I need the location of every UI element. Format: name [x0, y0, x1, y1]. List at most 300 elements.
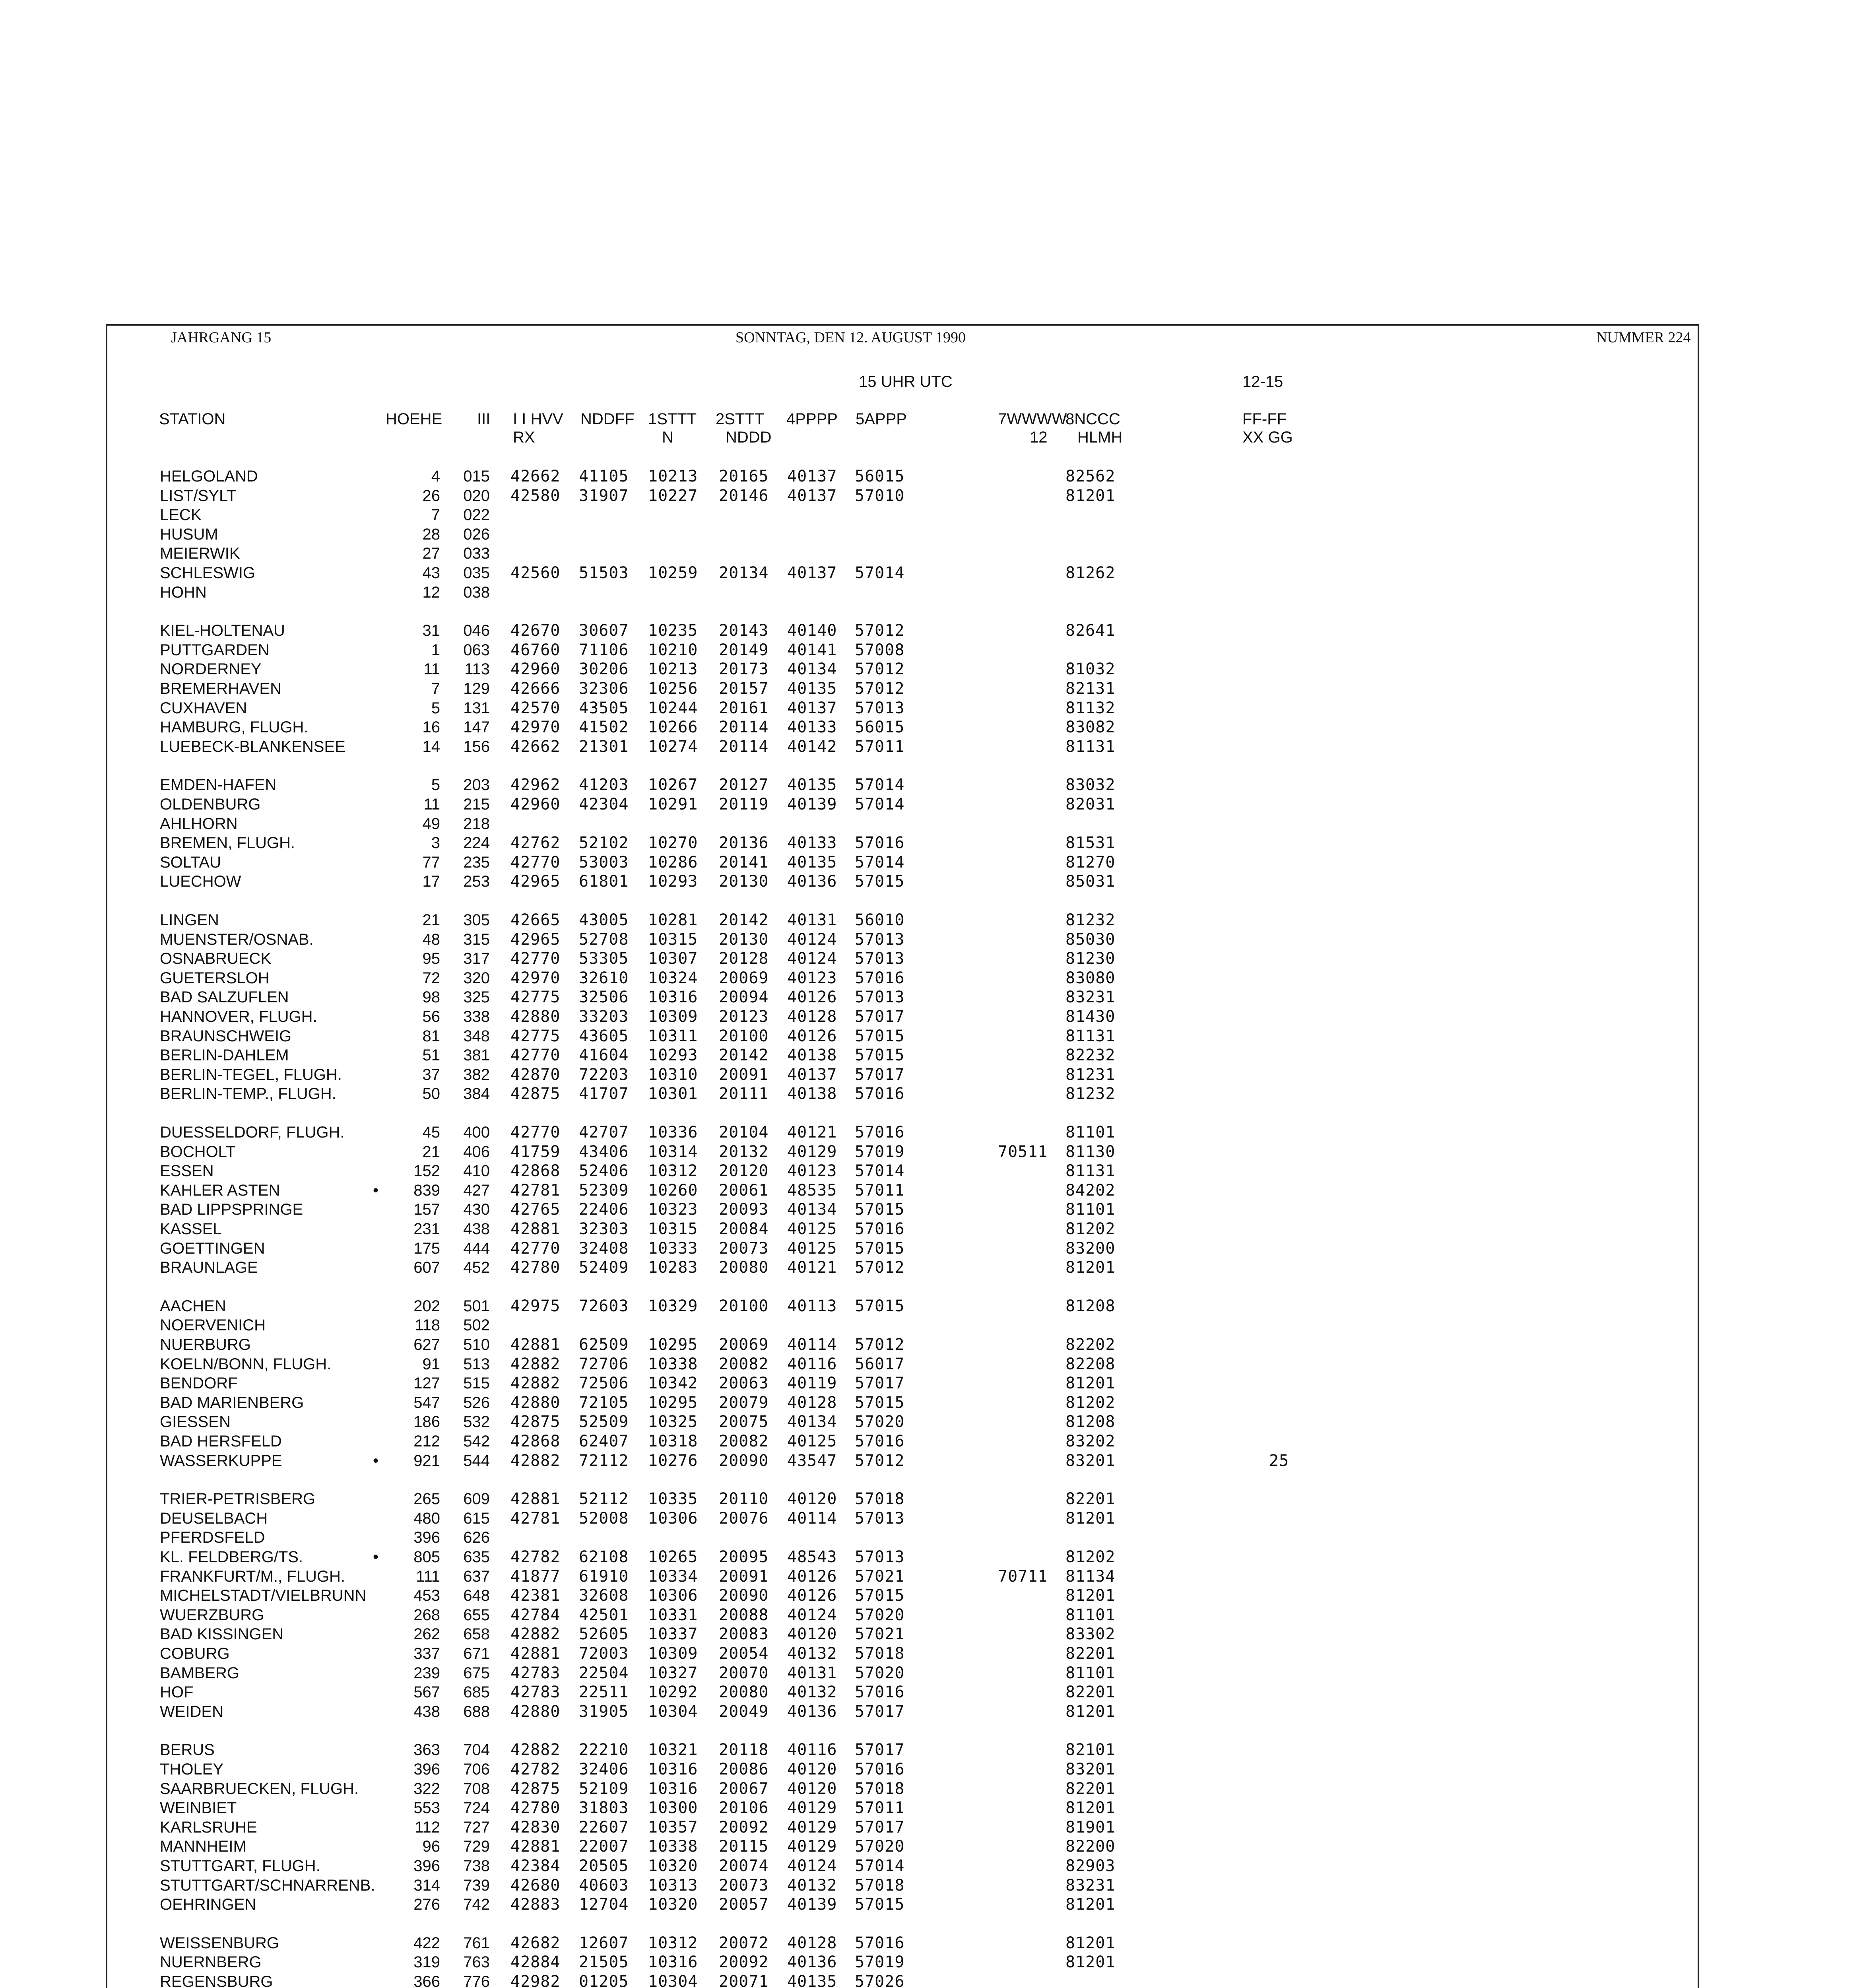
station-row [107, 1027, 1698, 1046]
station-height: 7 [431, 680, 440, 697]
group-8nccc: 83032 [1065, 776, 1116, 794]
col-2sttt: 2STTT [716, 410, 765, 428]
synop-group-4: 20161 [719, 699, 769, 717]
station-name: WASSERKUPPE [160, 1452, 282, 1470]
synop-group-5: 40137 [787, 467, 837, 485]
synop-group-1: 42780 [510, 1799, 561, 1817]
station-name: STUTTGART, FLUGH. [160, 1857, 320, 1875]
synop-group-2: 62108 [579, 1548, 629, 1566]
station-id: 763 [463, 1953, 490, 1971]
station-id: 046 [463, 622, 490, 639]
synop-group-5: 40119 [787, 1374, 837, 1392]
synop-group-1: 42570 [510, 699, 561, 717]
synop-group-5: 40133 [787, 834, 837, 852]
col-ffff-sub: XX GG [1242, 429, 1293, 446]
group-8nccc: 82201 [1065, 1644, 1116, 1663]
hours-range: 12-15 [1242, 373, 1283, 390]
station-name: NOERVENICH [160, 1316, 266, 1334]
station-height: 12 [422, 584, 440, 601]
station-row [107, 1509, 1698, 1528]
synop-group-2: 52008 [579, 1509, 629, 1528]
station-height: 607 [413, 1259, 440, 1276]
group-8nccc: 81201 [1065, 1934, 1116, 1952]
synop-group-5: 40134 [787, 660, 837, 678]
synop-group-2: 52102 [579, 834, 629, 852]
station-height: 43 [422, 564, 440, 582]
synop-group-5: 40137 [787, 1066, 837, 1084]
station-row [107, 1316, 1698, 1335]
synop-group-2: 31905 [579, 1703, 629, 1721]
synop-group-1: 42875 [510, 1413, 561, 1431]
station-id: 338 [463, 1008, 490, 1025]
synop-group-2: 32608 [579, 1586, 629, 1605]
synop-group-6: 57010 [855, 487, 905, 505]
synop-group-4: 20134 [719, 564, 769, 582]
station-height: 7 [431, 506, 440, 524]
station-height: 438 [413, 1703, 440, 1720]
station-name: BAD HERSFELD [160, 1433, 282, 1450]
group-8nccc: 81201 [1065, 1586, 1116, 1605]
group-8nccc: 82201 [1065, 1780, 1116, 1798]
synop-group-5: 40114 [787, 1509, 837, 1528]
station-height: 268 [413, 1606, 440, 1624]
station-id: 410 [463, 1162, 490, 1180]
group-8nccc: 83231 [1065, 988, 1116, 1006]
station-id: 253 [463, 873, 490, 890]
synop-group-6: 57019 [855, 1953, 905, 1971]
synop-group-4: 20130 [719, 930, 769, 949]
station-row [107, 1297, 1698, 1316]
col-1sttt-sub: N [662, 429, 673, 446]
synop-group-2: 52409 [579, 1258, 629, 1277]
synop-group-4: 20063 [719, 1374, 769, 1392]
station-id: 704 [463, 1741, 490, 1759]
synop-group-4: 20076 [719, 1509, 769, 1528]
synop-group-5: 40142 [787, 738, 837, 756]
group-8nccc: 81134 [1065, 1567, 1116, 1586]
col-8nccc: 8NCCC [1065, 410, 1120, 428]
synop-group-1: 42770 [510, 949, 561, 968]
station-id: 320 [463, 969, 490, 987]
synop-group-6: 57015 [855, 1046, 905, 1064]
synop-group-5: 40139 [787, 795, 837, 813]
station-row [107, 1934, 1698, 1953]
station-name: KAHLER ASTEN [160, 1182, 280, 1199]
station-name: BAD SALZUFLEN [160, 988, 289, 1006]
synop-group-6: 57017 [855, 1818, 905, 1837]
synop-group-5: 40129 [787, 1818, 837, 1837]
synop-group-1: 42666 [510, 679, 561, 698]
station-id: 609 [463, 1490, 490, 1508]
station-name: DUESSELDORF, FLUGH. [160, 1124, 345, 1141]
station-id: 515 [463, 1375, 490, 1392]
synop-group-4: 20120 [719, 1162, 769, 1180]
synop-group-3: 10314 [648, 1143, 698, 1161]
synop-group-2: 42707 [579, 1123, 629, 1142]
station-height: 186 [413, 1413, 440, 1431]
synop-group-1: 42881 [510, 1336, 561, 1354]
station-name: REGENSBURG [160, 1973, 273, 1988]
station-id: 542 [463, 1433, 490, 1450]
station-id: 452 [463, 1259, 490, 1276]
synop-group-3: 10315 [648, 1220, 698, 1238]
synop-group-2: 52605 [579, 1625, 629, 1643]
station-id: 315 [463, 931, 490, 948]
station-row [107, 1393, 1698, 1412]
synop-group-4: 20083 [719, 1625, 769, 1643]
synop-group-4: 20092 [719, 1953, 769, 1971]
station-name: LUECHOW [160, 873, 241, 890]
synop-group-1: 42881 [510, 1220, 561, 1238]
weather-report-sheet [106, 324, 1699, 1988]
synop-group-6: 57017 [855, 1008, 905, 1026]
station-name: NORDERNEY [160, 660, 262, 678]
synop-group-5: 40126 [787, 1027, 837, 1045]
station-name: GIESSEN [160, 1413, 231, 1431]
synop-group-2: 42304 [579, 795, 629, 813]
synop-group-6: 57012 [855, 660, 905, 678]
station-row [107, 583, 1698, 602]
synop-group-5: 40138 [787, 1085, 837, 1103]
synop-group-1: 42670 [510, 621, 561, 640]
station-height: 14 [422, 738, 440, 755]
synop-group-6: 57019 [855, 1143, 905, 1161]
station-id: 685 [463, 1683, 490, 1701]
synop-group-5: 40132 [787, 1644, 837, 1663]
synop-group-1: 42883 [510, 1895, 561, 1914]
synop-group-5: 40124 [787, 1606, 837, 1624]
synop-group-2: 61910 [579, 1567, 629, 1586]
station-row [107, 525, 1698, 544]
synop-group-2: 40603 [579, 1876, 629, 1895]
synop-group-5: 40141 [787, 641, 837, 659]
group-8nccc: 83231 [1065, 1876, 1116, 1895]
group-8nccc: 82201 [1065, 1490, 1116, 1508]
synop-group-6: 56017 [855, 1355, 905, 1373]
synop-group-3: 10301 [648, 1085, 698, 1103]
synop-group-3: 10274 [648, 738, 698, 756]
synop-group-6: 57016 [855, 1934, 905, 1952]
station-row [107, 1760, 1698, 1779]
synop-group-2: 32408 [579, 1239, 629, 1258]
station-height: 322 [413, 1780, 440, 1798]
station-id: 113 [464, 660, 490, 678]
synop-group-4: 20084 [719, 1220, 769, 1238]
station-height: 5 [431, 699, 440, 717]
synop-group-4: 20049 [719, 1703, 769, 1721]
station-id: 235 [463, 854, 490, 871]
synop-group-4: 20143 [719, 621, 769, 640]
station-row [107, 1412, 1698, 1431]
synop-group-2: 72003 [579, 1644, 629, 1663]
synop-group-4: 20071 [719, 1972, 769, 1988]
station-height: 96 [422, 1838, 440, 1855]
synop-group-1: 42775 [510, 1027, 561, 1045]
col-1sttt: 1STTT [648, 410, 697, 428]
synop-group-6: 57011 [855, 738, 905, 756]
synop-group-1: 42770 [510, 1123, 561, 1142]
synop-group-2: 22007 [579, 1837, 629, 1856]
station-id: 033 [463, 545, 490, 562]
station-row [107, 1953, 1698, 1972]
synop-group-1: 42762 [510, 834, 561, 852]
synop-group-5: 40137 [787, 487, 837, 505]
station-name: BRAUNLAGE [160, 1259, 258, 1276]
synop-group-2: 52406 [579, 1162, 629, 1180]
synop-group-6: 57011 [855, 1181, 905, 1200]
synop-group-5: 40125 [787, 1432, 837, 1450]
station-id: 648 [463, 1587, 490, 1604]
synop-group-3: 10304 [648, 1703, 698, 1721]
synop-group-1: 42830 [510, 1818, 561, 1837]
synop-group-1: 42868 [510, 1162, 561, 1180]
synop-group-2: 72203 [579, 1066, 629, 1084]
col-hvv: I I HVV [513, 410, 563, 428]
station-height: 314 [413, 1877, 440, 1894]
synop-group-1: 42781 [510, 1509, 561, 1528]
station-height: 453 [413, 1587, 440, 1604]
station-height: 91 [422, 1355, 440, 1373]
synop-group-2: 32303 [579, 1220, 629, 1238]
synop-group-1: 42970 [510, 969, 561, 987]
station-id: 438 [463, 1220, 490, 1238]
station-row [107, 795, 1698, 814]
station-height: 5 [431, 776, 440, 794]
group-8nccc: 81201 [1065, 1509, 1116, 1528]
synop-group-4: 20157 [719, 679, 769, 698]
synop-group-4: 20091 [719, 1066, 769, 1084]
station-name: LUEBECK-BLANKENSEE [160, 738, 345, 755]
station-id: 761 [463, 1934, 490, 1952]
station-id: 729 [463, 1838, 490, 1855]
station-row [107, 1258, 1698, 1277]
synop-group-2: 41203 [579, 776, 629, 794]
synop-group-4: 20069 [719, 969, 769, 987]
col-hvv-sub: RX [513, 429, 535, 446]
synop-group-6: 57015 [855, 872, 905, 891]
synop-group-4: 20054 [719, 1644, 769, 1663]
synop-group-5: 40114 [787, 1336, 837, 1354]
station-id: 658 [463, 1625, 490, 1643]
synop-group-1: 42965 [510, 872, 561, 891]
synop-group-4: 20130 [719, 872, 769, 891]
station-name: BOCHOLT [160, 1143, 236, 1161]
synop-group-3: 10321 [648, 1741, 698, 1759]
synop-group-5: 40132 [787, 1683, 837, 1701]
synop-group-6: 57016 [855, 1220, 905, 1238]
group-8nccc: 81202 [1065, 1548, 1116, 1566]
group-8nccc: 81201 [1065, 487, 1116, 505]
synop-group-4: 20132 [719, 1143, 769, 1161]
synop-group-5: 40116 [787, 1741, 837, 1759]
synop-group-6: 57015 [855, 1027, 905, 1045]
synop-group-4: 20095 [719, 1548, 769, 1566]
group-8nccc: 81101 [1065, 1606, 1116, 1624]
station-name: BREMERHAVEN [160, 680, 281, 697]
synop-group-3: 10337 [648, 1625, 698, 1643]
station-height: 202 [413, 1297, 440, 1315]
synop-group-5: 40135 [787, 776, 837, 794]
synop-group-2: 41604 [579, 1046, 629, 1064]
synop-group-5: 40138 [787, 1046, 837, 1064]
station-id: 738 [463, 1857, 490, 1875]
station-row [107, 1142, 1698, 1161]
synop-group-2: 33203 [579, 1008, 629, 1026]
synop-group-2: 72105 [579, 1394, 629, 1412]
group-8nccc: 82202 [1065, 1336, 1116, 1354]
synop-group-3: 10276 [648, 1452, 698, 1470]
station-height: 111 [416, 1568, 440, 1585]
synop-group-4: 20092 [719, 1818, 769, 1837]
synop-group-3: 10267 [648, 776, 698, 794]
synop-group-4: 20073 [719, 1239, 769, 1258]
station-height: 480 [413, 1510, 440, 1527]
synop-group-3: 10235 [648, 621, 698, 640]
synop-group-1: 42970 [510, 718, 561, 736]
synop-group-1: 42580 [510, 487, 561, 505]
synop-group-3: 10333 [648, 1239, 698, 1258]
synop-group-2: 62509 [579, 1336, 629, 1354]
synop-group-2: 43605 [579, 1027, 629, 1045]
synop-group-3: 10307 [648, 949, 698, 968]
station-height: 567 [413, 1683, 440, 1701]
synop-group-1: 42662 [510, 738, 561, 756]
synop-group-1: 42384 [510, 1857, 561, 1875]
synop-group-3: 10259 [648, 564, 698, 582]
synop-group-5: 40120 [787, 1780, 837, 1798]
synop-group-2: 43505 [579, 699, 629, 717]
synop-group-3: 10315 [648, 930, 698, 949]
synop-group-6: 57016 [855, 1123, 905, 1142]
synop-group-5: 48535 [787, 1181, 837, 1200]
station-height: 239 [413, 1664, 440, 1682]
station-id: 727 [463, 1819, 490, 1836]
synop-group-2: 43005 [579, 911, 629, 929]
synop-group-2: 21505 [579, 1953, 629, 1971]
station-height: 366 [413, 1973, 440, 1988]
station-id: 776 [463, 1973, 490, 1988]
group-8nccc: 81208 [1065, 1297, 1116, 1315]
synop-group-5: 40134 [787, 1200, 837, 1219]
station-height: 16 [422, 718, 440, 736]
synop-group-1: 42662 [510, 467, 561, 485]
synop-group-2: 22504 [579, 1664, 629, 1682]
synop-group-5: 40120 [787, 1760, 837, 1778]
synop-group-3: 10306 [648, 1509, 698, 1528]
synop-group-3: 10336 [648, 1123, 698, 1142]
group-8nccc: 81101 [1065, 1200, 1116, 1219]
synop-group-4: 20061 [719, 1181, 769, 1200]
synop-group-5: 40124 [787, 1857, 837, 1875]
station-name: BENDORF [160, 1375, 238, 1392]
group-8nccc: 82903 [1065, 1857, 1116, 1875]
station-height: 231 [413, 1220, 440, 1238]
station-row [107, 1355, 1698, 1374]
station-height: 45 [422, 1124, 440, 1141]
station-row [107, 1451, 1698, 1470]
synop-group-2: 53305 [579, 949, 629, 968]
station-name: MEIERWIK [160, 545, 240, 562]
synop-group-2: 22511 [579, 1683, 629, 1701]
synop-group-6: 57014 [855, 853, 905, 872]
station-id: 739 [463, 1877, 490, 1894]
synop-group-2: 32306 [579, 679, 629, 698]
mountain-station-marker: • [373, 1182, 379, 1199]
station-name: BAD MARIENBERG [160, 1394, 304, 1411]
station-height: 49 [422, 815, 440, 833]
synop-group-6: 57008 [855, 641, 905, 659]
group-8nccc: 81201 [1065, 1258, 1116, 1277]
group-8nccc: 81202 [1065, 1220, 1116, 1238]
synop-group-4: 20128 [719, 949, 769, 968]
station-height: 11 [423, 660, 440, 678]
group-7wwww: 70511 [998, 1143, 1048, 1161]
synop-group-5: 40126 [787, 1586, 837, 1605]
station-name: MANNHEIM [160, 1838, 246, 1855]
station-id: 038 [463, 584, 490, 601]
synop-group-3: 10283 [648, 1258, 698, 1277]
station-id: 035 [463, 564, 490, 582]
synop-group-6: 57014 [855, 776, 905, 794]
synop-group-1: 42962 [510, 776, 561, 794]
station-name: MUENSTER/OSNAB. [160, 931, 314, 948]
station-row [107, 1161, 1698, 1180]
synop-group-3: 10260 [648, 1181, 698, 1200]
station-row [107, 1200, 1698, 1219]
station-height: 175 [413, 1240, 440, 1257]
synop-group-4: 20074 [719, 1857, 769, 1875]
station-row [107, 911, 1698, 930]
group-8nccc: 82131 [1065, 679, 1116, 698]
station-row [107, 1528, 1698, 1547]
station-name: STUTTGART/SCHNARRENB. [160, 1877, 375, 1894]
synop-group-2: 30206 [579, 660, 629, 678]
synop-group-5: 40120 [787, 1625, 837, 1643]
station-name: KASSEL [160, 1220, 222, 1238]
station-id: 015 [463, 468, 490, 485]
station-name: GOETTINGEN [160, 1240, 265, 1257]
station-height: 921 [413, 1452, 440, 1470]
synop-group-4: 20173 [719, 660, 769, 678]
synop-group-4: 20165 [719, 467, 769, 485]
group-8nccc: 81901 [1065, 1818, 1116, 1837]
station-row [107, 1219, 1698, 1239]
station-id: 544 [463, 1452, 490, 1470]
synop-group-3: 10227 [648, 487, 698, 505]
synop-group-5: 40129 [787, 1837, 837, 1856]
group-8nccc: 82208 [1065, 1355, 1116, 1373]
issue-number: NUMMER 224 [1596, 329, 1691, 346]
synop-group-2: 41502 [579, 718, 629, 736]
synop-group-1: 42882 [510, 1625, 561, 1643]
synop-group-2: 42501 [579, 1606, 629, 1624]
synop-group-6: 57016 [855, 969, 905, 987]
synop-group-3: 10292 [648, 1683, 698, 1701]
station-height: 839 [413, 1182, 440, 1199]
group-8nccc: 83080 [1065, 969, 1116, 987]
station-name: KOELN/BONN, FLUGH. [160, 1355, 332, 1373]
station-row [107, 1123, 1698, 1142]
station-height: 112 [415, 1819, 440, 1836]
synop-group-4: 20090 [719, 1452, 769, 1470]
station-height: 337 [413, 1645, 440, 1662]
synop-group-5: 40129 [787, 1799, 837, 1817]
station-row [107, 1547, 1698, 1567]
synop-group-6: 57013 [855, 930, 905, 949]
synop-group-4: 20070 [719, 1664, 769, 1682]
synop-group-4: 20119 [719, 795, 769, 813]
synop-group-6: 57020 [855, 1413, 905, 1431]
